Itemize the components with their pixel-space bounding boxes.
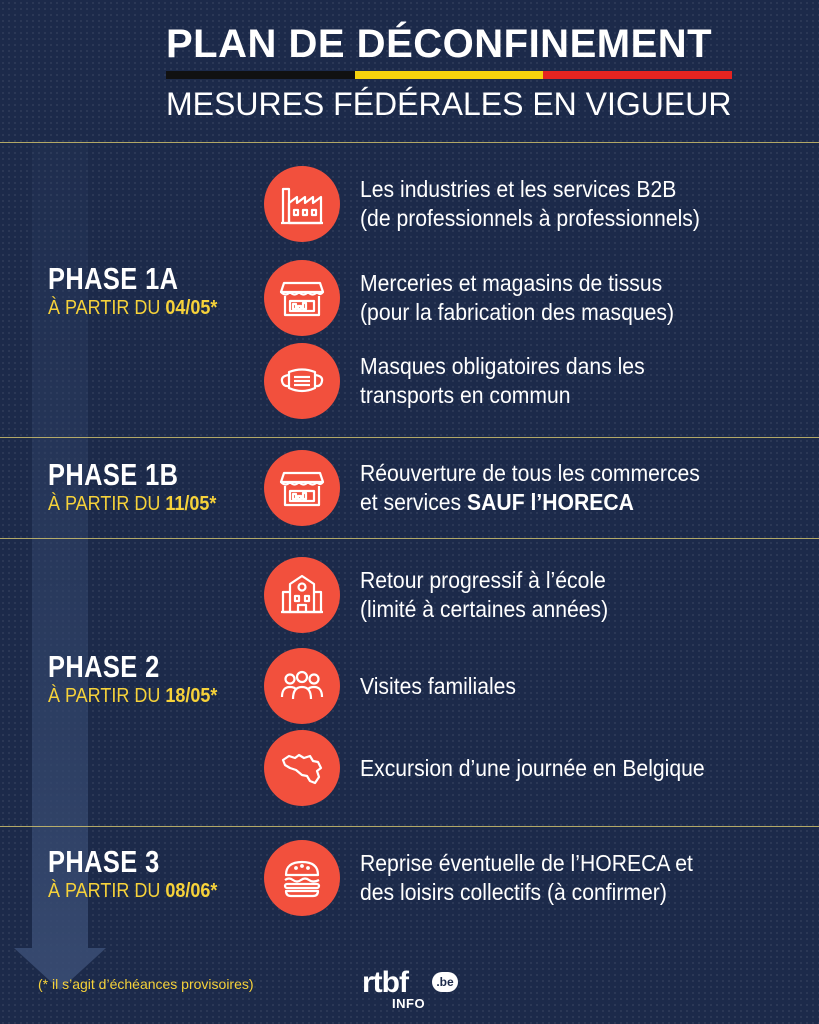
belgian-flag-stripe bbox=[166, 71, 732, 79]
divider-phase-2-3 bbox=[0, 826, 819, 827]
logo-info-text: INFO bbox=[392, 996, 426, 1011]
phase-name: PHASE 3 bbox=[48, 844, 160, 879]
phase-name: PHASE 1A bbox=[48, 261, 179, 296]
divider-phase-1a-1b bbox=[0, 437, 819, 438]
measure-text: Réouverture de tous les commerces et services SAUF l’HORECA bbox=[360, 460, 700, 515]
page-title: PLAN DE DÉCONFINEMENT bbox=[166, 22, 713, 66]
phase-date: À PARTIR DU 04/05* bbox=[48, 297, 218, 319]
phase-1b-label bbox=[48, 458, 235, 516]
measure-horeca-leisure bbox=[264, 840, 804, 916]
phase-3-label bbox=[48, 845, 236, 903]
measure-family-visits bbox=[264, 648, 804, 724]
shop-icon bbox=[264, 450, 340, 526]
measure-school-return bbox=[264, 557, 804, 633]
measure-text: Reprise éventuelle de l’HORECA et des loisirs collectifs (à confirmer) bbox=[360, 850, 693, 905]
measure-text: Visites familiales bbox=[360, 672, 517, 699]
flag-black-band bbox=[166, 71, 355, 79]
phase-1a-label bbox=[48, 262, 236, 320]
measure-text: Retour progressif à l’école (limité à certaines années) bbox=[360, 567, 609, 622]
measure-text: Masques obligatoires dans les transports en commun bbox=[360, 353, 645, 408]
logo-main-text: rtbf bbox=[362, 966, 408, 999]
school-icon bbox=[264, 557, 340, 633]
measure-industries-b2b bbox=[264, 166, 804, 242]
burger-icon bbox=[264, 840, 340, 916]
shop-icon bbox=[264, 260, 340, 336]
measure-text: Les industries et les services B2B (de professionnels à professionnels) bbox=[360, 176, 700, 231]
rtbf-logo bbox=[362, 966, 462, 1012]
measure-text: Merceries et magasins de tissus (pour la fabrication des masques) bbox=[360, 270, 675, 325]
phase-name: PHASE 2 bbox=[48, 649, 160, 684]
flag-red-band bbox=[543, 71, 732, 79]
divider-top bbox=[0, 142, 819, 143]
factory-icon bbox=[264, 166, 340, 242]
phase-2-label bbox=[48, 650, 236, 708]
flag-yellow-band bbox=[355, 71, 544, 79]
family-icon bbox=[264, 648, 340, 724]
footnote: (* il s’agit d’échéances provisoires) bbox=[38, 976, 254, 992]
divider-phase-1b-2 bbox=[0, 538, 819, 539]
face-mask-icon bbox=[264, 343, 340, 419]
phase-date: À PARTIR DU 08/06* bbox=[48, 880, 218, 902]
phase-date: À PARTIR DU 11/05* bbox=[48, 493, 217, 515]
measure-day-trip-belgium bbox=[264, 730, 804, 806]
measure-reopening-shops bbox=[264, 450, 804, 526]
page-subtitle: MESURES FÉDÉRALES EN VIGUEUR bbox=[166, 86, 732, 122]
measure-merceries bbox=[264, 260, 804, 336]
belgium-map-icon bbox=[264, 730, 340, 806]
measure-text: Excursion d’une journée en Belgique bbox=[360, 754, 705, 781]
measure-masks-transport bbox=[264, 343, 804, 419]
logo-be-badge: .be bbox=[432, 972, 458, 992]
phase-name: PHASE 1B bbox=[48, 457, 179, 492]
phase-date: À PARTIR DU 18/05* bbox=[48, 685, 218, 707]
